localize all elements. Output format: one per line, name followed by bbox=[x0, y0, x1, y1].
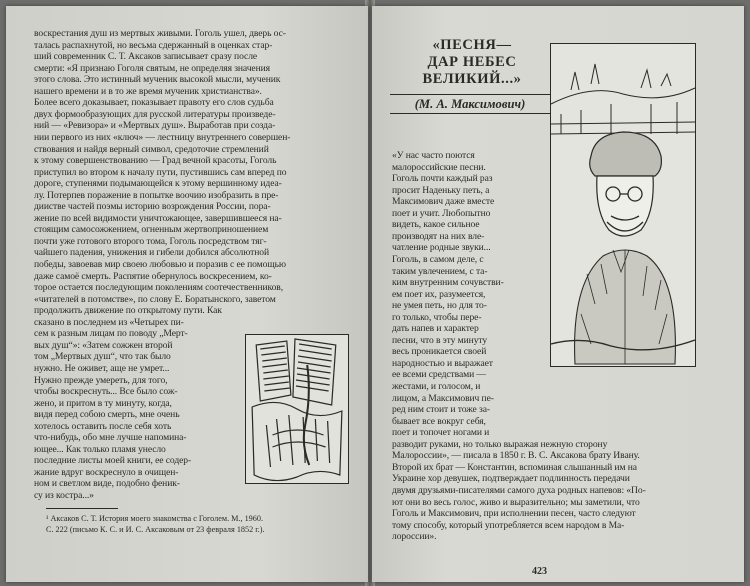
left-text-line-11: ствования и найдя верный символ, средоточие стремлений bbox=[34, 143, 269, 155]
right-quote-line-9: чатление родные звуки... bbox=[392, 242, 491, 254]
left-text-line-8: двух формообразующих для русской литературы произведе- bbox=[34, 108, 276, 120]
footnote-line-2: С. 222 (письмо К. С. и И. С. Аксаковым от 23 февраля 1852 г.). bbox=[46, 525, 265, 534]
right-quote-line-18: весь проникается своей bbox=[392, 346, 487, 358]
left-text-line-14: дороге, ступенями подымающейся к этому вершинному идеа- bbox=[34, 178, 282, 190]
right-quote-line-12: ким внутренним сочувстви- bbox=[392, 277, 504, 289]
left-text-line-1: воскрестания душ из мертвых живыми. Гоголь ушел, дверь ос- bbox=[34, 28, 286, 39]
right-quote-line-15: го только, чтобы пере- bbox=[392, 311, 482, 323]
right-quote-line-13: ем поет их, разумеется, bbox=[392, 288, 486, 300]
heading-rule-bottom bbox=[390, 113, 550, 114]
left-text-line-7: Более всего доказывает, показывает правоту его слов судьба bbox=[34, 97, 274, 109]
left-text-line-5: этого слова. Это истинный мученик высокой мысли, мученик bbox=[34, 74, 281, 86]
right-quote-line-20: ее всеми средствами — bbox=[392, 369, 486, 381]
footnote-rule bbox=[46, 508, 118, 509]
left-quote-line-4: Нужно прежде умереть, для того, bbox=[34, 374, 168, 386]
right-text-line-4: двумя друзьями-писателями самого духа родных напевов: «По- bbox=[392, 484, 646, 496]
right-quote-line-1: «У нас часто поются bbox=[392, 150, 475, 161]
right-quote-line-6: поет и учит. Любопытно bbox=[392, 207, 491, 219]
right-text-line-8: лороссии». bbox=[392, 531, 437, 543]
right-quote-line-17: песни, что в эту минуту bbox=[392, 334, 488, 346]
left-quote-line-10: ющее... Как только пламя унесло bbox=[34, 443, 166, 455]
right-quote-line-7: видеть, какое сильное bbox=[392, 219, 480, 231]
left-text-line-24: «читателей в потомстве», по слову Е. Боратынского, заветом bbox=[34, 293, 276, 305]
left-quote-line-11: последние листы моей книги, ее содер- bbox=[34, 455, 192, 467]
right-page bbox=[372, 6, 744, 582]
left-quote-line-12: жание вдруг воскреснуло в очищен- bbox=[34, 466, 179, 478]
left-text-line-10: нии первого из них «ключ» — лестницу внутреннего совершен- bbox=[34, 131, 291, 143]
right-quote-line-16: дать напев и характер bbox=[392, 323, 479, 335]
left-quote-line-1: вых душ“»: «Затем сожжен второй bbox=[34, 339, 173, 351]
left-quote-line-3: нужно. Не оживет, аще не умрет... bbox=[34, 362, 170, 374]
left-text-line-25: продолжить движение по открытому пути. Как bbox=[34, 305, 222, 317]
right-quote-line-19: народностью и выражает bbox=[392, 357, 493, 369]
right-quote-line-8: производят на них вле- bbox=[392, 230, 485, 242]
left-text-line-22: даже самоё смерть. Распятие обернулось воскресением, ко- bbox=[34, 270, 272, 282]
left-text-line-4: смерти: «Я признаю Гоголя святым, не определяя значения bbox=[34, 62, 270, 74]
left-text-line-12: к этому совершенствованию — Град вечной красоты, Гоголь bbox=[34, 155, 277, 167]
right-quote-line-11: таким увлечением, с та- bbox=[392, 265, 488, 277]
chapter-subheading: (М. А. Максимович) bbox=[414, 97, 526, 111]
heading-rule-top bbox=[390, 94, 550, 95]
page-number: 423 bbox=[532, 566, 547, 577]
chapter-heading-line-2: ДАР НЕБЕС bbox=[427, 54, 517, 70]
left-text-line-3: ший современник С. Т. Аксаков записывает сразу после bbox=[34, 51, 258, 63]
right-text-line-7: тому способу, который употребляется всем народом в Ма- bbox=[392, 519, 625, 531]
right-quote-line-24: бывает все вокруг себя, bbox=[392, 415, 486, 427]
left-text-line-16: диистве частей поэмы историю возрождения России, пора- bbox=[34, 201, 271, 213]
left-text-line-21: победы, завоевав мир своею любовью и поразив с ее помощью bbox=[34, 259, 286, 270]
right-text-line-5: ют они во весь голос, живо и выразительно; мы заметили, что bbox=[392, 496, 640, 508]
right-quote-line-3: Гоголь почти каждый раз bbox=[392, 173, 493, 185]
right-text-line-3: Украине хор девушек, подтверждает подлинность передачи bbox=[392, 473, 630, 485]
manuscript-illustration bbox=[245, 334, 349, 484]
chapter-heading-line-1: «ПЕСНЯ— bbox=[432, 37, 512, 53]
chapter-heading-line-3: ВЕЛИКИЙ...» bbox=[422, 71, 522, 87]
right-quote-line-22: лицом, а Максимович пе- bbox=[392, 392, 494, 404]
left-quote-line-8: хотелось оставить после себя хоть bbox=[34, 420, 172, 432]
left-text-line-6: нашего времени и в то же время мученик христианства». bbox=[34, 85, 262, 97]
left-quote-line-13: ном и светлом виде, подобно феник- bbox=[34, 478, 180, 490]
left-text-line-19: почти уже готового второго тома, Гоголь посредством тяг- bbox=[34, 235, 267, 247]
left-text-line-13: приступил во втором к началу пути, пустившись сам вперед по bbox=[34, 166, 287, 178]
left-text-line-18: стоящим самосожжением, огненным жертвоприношением bbox=[34, 224, 269, 236]
right-quote-line-5: Максимович даже вместе bbox=[392, 196, 495, 208]
portrait-illustration bbox=[550, 43, 696, 367]
left-quote-line-6: жено, и притом в ту минуту, когда, bbox=[34, 397, 172, 409]
footnote-line-1: ¹ Аксаков С. Т. История моего знакомства с Гоголем. М., 1960. bbox=[46, 514, 263, 523]
right-text-line-2: Второй их брат — Константин, вспоминая слышанный им на bbox=[392, 461, 637, 473]
left-text-line-23: торое остается последующим поколениям соотечественников, bbox=[34, 282, 284, 294]
left-text-line-2: талась распахнутой, но весьма сдержанный в оценках стар- bbox=[34, 39, 273, 51]
left-text-line-20: чайшего падения, унижения и гибели добился абсолютной bbox=[34, 247, 270, 259]
right-quote-line-4: просит Наденьку петь, а bbox=[392, 184, 490, 196]
right-text-line-6: Гоголь и Максимович, при исполнении песен, часто следуют bbox=[392, 508, 636, 520]
left-text-line-15: лу. Потерпев поражение в попытке воочию изобразить в пре- bbox=[34, 189, 279, 201]
right-quote-line-14: не умея петь, но для то- bbox=[392, 300, 487, 312]
right-quote-line-10: Гоголь, в самом деле, с bbox=[392, 253, 484, 265]
left-text-line-27: сем к разным лицам по поводу „Мерт- bbox=[34, 328, 188, 340]
left-quote-line-5: чтобы воскреснуть... Все было сож- bbox=[34, 386, 178, 398]
left-quote-line-14: су из костра...» bbox=[34, 490, 94, 501]
right-text-line-1: Малороссии», — писала в 1850 г. В. С. Аксакова брату Ивану. bbox=[392, 450, 640, 462]
left-quote-line-2: том „Мертвых душ“, что так было bbox=[34, 351, 171, 363]
left-quote-line-9: что-нибудь, обо мне лучше напомина- bbox=[34, 432, 187, 444]
right-quote-line-23: ред ним стоит и тоже за- bbox=[392, 404, 490, 416]
left-text-line-26: сказано в последнем из «Четырех пи- bbox=[34, 316, 184, 328]
left-page bbox=[6, 6, 368, 582]
right-quote-line-21: жестами, и голосом, и bbox=[392, 381, 481, 392]
left-text-line-17: жение по всей видимости уничтожающее, завершившееся на- bbox=[34, 212, 282, 224]
left-quote-line-7: видя перед собою смерть, мне очень bbox=[34, 409, 180, 421]
left-text-line-9: ний — «Ревизора» и «Мертвых душ». Выработав при созда- bbox=[34, 120, 276, 132]
right-quote-line-2: малороссийские песни. bbox=[392, 161, 486, 173]
right-quote-line-26: разводит руками, но только выражая нежную сторону bbox=[392, 438, 608, 450]
right-quote-line-25: поет и топочет ногами и bbox=[392, 427, 490, 439]
